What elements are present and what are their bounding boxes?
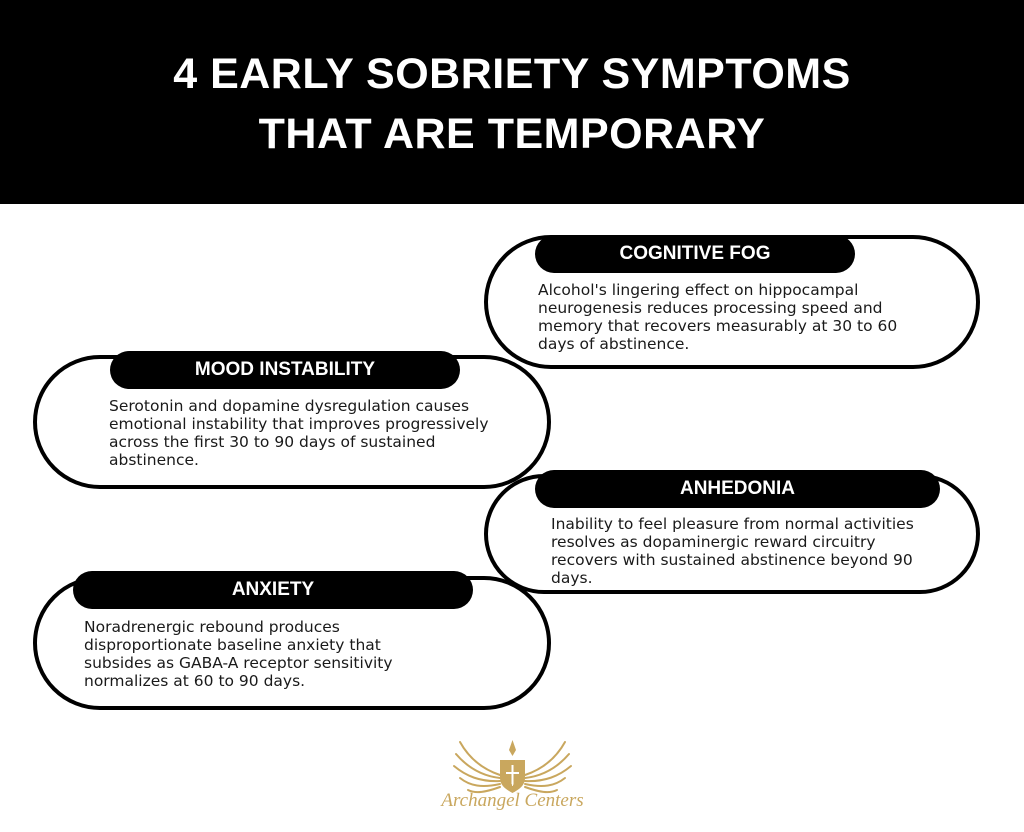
symptom-text-mood-instability: Serotonin and dopamine dysregulation causes emotional instability that improves progressively across the first 30 to 90 days of sustained abstinence.: [109, 397, 489, 469]
symptom-title-mood-instability: MOOD INSTABILITY: [110, 351, 460, 389]
page-title-line1: 4 EARLY SOBRIETY SYMPTOMS: [173, 50, 851, 98]
symptom-title-cognitive-fog: COGNITIVE FOG: [535, 235, 855, 273]
symptom-text-anxiety: Noradrenergic rebound produces disproportionate baseline anxiety that subsides as GABA-A receptor sensitivity normalizes at 60 to 90 days.: [84, 618, 393, 690]
symptom-title-anhedonia: ANHEDONIA: [535, 470, 940, 508]
header-banner: [0, 0, 1024, 204]
symptom-text-cognitive-fog: Alcohol's lingering effect on hippocampal neurogenesis reduces processing speed and memory that recovers measurably at 30 to 60 days of abstinence.: [538, 281, 898, 353]
symptom-text-anhedonia: Inability to feel pleasure from normal activities resolves as dopaminergic reward circuitry recovers with sustained abstinence beyond 90 days.: [551, 515, 914, 587]
page-title-line2: THAT ARE TEMPORARY: [258, 110, 766, 158]
logo-small-text: The: [503, 781, 517, 790]
symptom-title-anxiety: ANXIETY: [73, 571, 473, 609]
logo-name: Archangel Centers: [441, 790, 584, 811]
